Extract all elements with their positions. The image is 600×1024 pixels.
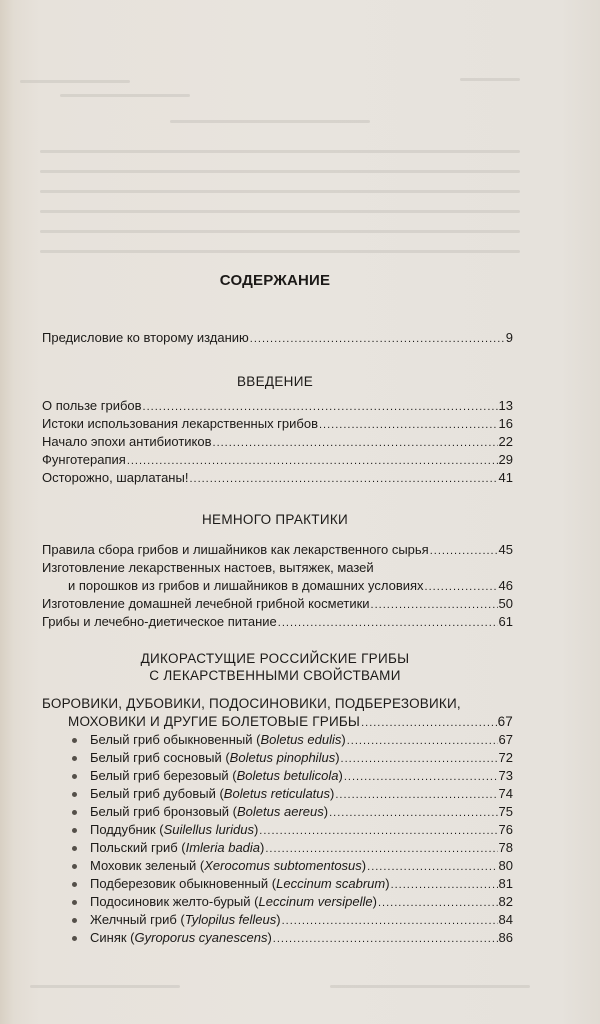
bleed-through-mark — [20, 80, 130, 83]
toc-entry[interactable] — [42, 613, 513, 630]
toc-entry[interactable] — [42, 415, 513, 432]
toc-entry[interactable] — [42, 433, 513, 450]
bullet-icon — [72, 864, 77, 869]
entry-title: Подберезовик обыкновенный (Leccinum scabrum) — [90, 876, 390, 891]
bleed-through-mark — [330, 985, 530, 988]
entry-page: 46 — [498, 578, 513, 593]
entry-title: Грибы и лечебно-диетическое питание — [42, 614, 277, 629]
toc-entry[interactable] — [90, 785, 513, 802]
section-title-wild-mushrooms-line2: С ЛЕКАРСТВЕННЫМИ СВОЙСТВАМИ — [149, 668, 401, 683]
entry-title: Начало эпохи антибиотиков — [42, 434, 212, 449]
toc-entry[interactable] — [90, 839, 513, 856]
leader-dots — [127, 453, 498, 470]
latin-name: Xerocomus subtomentosus — [204, 858, 362, 873]
leader-dots — [329, 805, 497, 822]
bullet-icon — [72, 810, 77, 815]
entry-title-continuation: и порошков из грибов и лишайников в домашних условиях — [68, 578, 424, 593]
entry-page: 67 — [498, 732, 513, 747]
latin-name: Boletus reticulatus — [223, 786, 331, 801]
entry-title[interactable]: Изготовление лекарственных настоев, вытяжек, мазей — [42, 560, 374, 575]
toc-entry[interactable] — [42, 541, 513, 558]
entry-title: Подосиновик желто-бурый (Leccinum versipelle) — [90, 894, 377, 909]
group-title[interactable]: БОРОВИКИ, ДУБОВИКИ, ПОДОСИНОВИКИ, ПОДБЕРЕЗОВИКИ, — [42, 696, 461, 711]
toc-group-entry[interactable] — [68, 713, 513, 730]
entry-title: Истоки использования лекарственных грибов — [42, 416, 318, 431]
leader-dots — [273, 931, 498, 948]
toc-entry[interactable] — [90, 749, 513, 766]
bullet-icon — [72, 846, 77, 851]
entry-page: 13 — [498, 398, 513, 413]
toc-entry[interactable] — [90, 893, 513, 910]
leader-dots — [319, 417, 498, 434]
entry-title: Польский гриб (Imleria badia) — [90, 840, 265, 855]
bleed-through-mark — [60, 94, 190, 97]
bleed-through-mark — [40, 250, 520, 253]
section-title-introduction: ВВЕДЕНИЕ — [236, 374, 314, 389]
toc-title: СОДЕРЖАНИЕ — [219, 272, 331, 289]
entry-title: Правила сбора грибов и лишайников как лекарственного сырья — [42, 542, 429, 557]
entry-page: 74 — [498, 786, 513, 801]
leader-dots — [378, 895, 498, 912]
section-title-practice: НЕМНОГО ПРАКТИКИ — [201, 512, 349, 527]
toc-entry[interactable] — [42, 397, 513, 414]
entry-page: 22 — [498, 434, 513, 449]
leader-dots — [259, 823, 497, 840]
bleed-through-mark — [40, 190, 520, 193]
toc-entry[interactable] — [90, 929, 513, 946]
bleed-through-mark — [460, 78, 520, 81]
entry-page: 61 — [498, 614, 513, 629]
entry-page: 80 — [498, 858, 513, 873]
leader-dots — [391, 877, 498, 894]
toc-entry[interactable] — [90, 803, 513, 820]
entry-title: Синяк (Gyroporus cyanescens) — [90, 930, 272, 945]
leader-dots — [282, 913, 498, 930]
leader-dots — [143, 399, 498, 416]
toc-entry[interactable] — [90, 911, 513, 928]
leader-dots — [367, 859, 497, 876]
latin-name: Gyroporus cyanescens — [134, 930, 268, 945]
entry-page: 45 — [498, 542, 513, 557]
leader-dots — [335, 787, 497, 804]
latin-name: Imleria badia — [185, 840, 261, 855]
latin-name: Leccinum versipelle — [258, 894, 373, 909]
leader-dots — [371, 597, 498, 614]
toc-entry[interactable] — [90, 857, 513, 874]
entry-title: Поддубник (Suilellus luridus) — [90, 822, 259, 837]
entry-page: 76 — [498, 822, 513, 837]
bullet-icon — [72, 756, 77, 761]
bullet-icon — [72, 936, 77, 941]
toc-entry-preface[interactable] — [42, 329, 513, 346]
toc-entry[interactable] — [68, 577, 513, 594]
entry-page: 67 — [497, 714, 513, 729]
leader-dots — [425, 579, 498, 596]
entry-page: 75 — [498, 804, 513, 819]
leader-dots — [361, 715, 497, 732]
latin-name: Suilellus luridus — [163, 822, 254, 837]
entry-title: Изготовление домашней лечебной грибной косметики — [42, 596, 370, 611]
leader-dots — [278, 615, 498, 632]
bullet-icon — [72, 792, 77, 797]
bleed-through-mark — [40, 230, 520, 233]
entry-page: 16 — [498, 416, 513, 431]
leader-dots — [189, 471, 497, 488]
leader-dots — [341, 751, 498, 768]
leader-dots — [430, 543, 498, 560]
leader-dots — [265, 841, 497, 858]
entry-page: 81 — [498, 876, 513, 891]
entry-page: 86 — [498, 930, 513, 945]
latin-name: Boletus aereus — [237, 804, 324, 819]
toc-entry[interactable] — [42, 469, 513, 486]
latin-name: Tylopilus felleus — [184, 912, 277, 927]
entry-title: Фунготерапия — [42, 452, 126, 467]
latin-name: Leccinum scabrum — [276, 876, 386, 891]
toc-entry[interactable] — [90, 875, 513, 892]
entry-page: 50 — [498, 596, 513, 611]
toc-entry[interactable] — [90, 731, 513, 748]
bleed-through-mark — [40, 150, 520, 153]
entry-page: 78 — [498, 840, 513, 855]
section-title-wild-mushrooms-line1: ДИКОРАСТУЩИЕ РОССИЙСКИЕ ГРИБЫ — [140, 651, 410, 666]
toc-entry[interactable] — [42, 451, 513, 468]
entry-title: Осторожно, шарлатаны! — [42, 470, 189, 485]
bullet-icon — [72, 882, 77, 887]
group-title-continuation: МОХОВИКИ И ДРУГИЕ БОЛЕТОВЫЕ ГРИБЫ — [68, 714, 361, 729]
entry-page: 72 — [498, 750, 513, 765]
entry-page: 84 — [498, 912, 513, 927]
entry-page: 73 — [498, 768, 513, 783]
bullet-icon — [72, 774, 77, 779]
entry-title: Белый гриб бронзовый (Boletus aereus) — [90, 804, 329, 819]
latin-name: Boletus pinophilus — [229, 750, 336, 765]
bullet-icon — [72, 900, 77, 905]
latin-name: Boletus betulicola — [236, 768, 339, 783]
leader-dots — [344, 769, 498, 786]
entry-title: Желчный гриб (Tylopilus felleus) — [90, 912, 281, 927]
entry-page: 29 — [498, 452, 513, 467]
entry-title: Белый гриб дубовый (Boletus reticulatus) — [90, 786, 335, 801]
leader-dots — [213, 435, 498, 452]
bullet-icon — [72, 828, 77, 833]
toc-entry[interactable] — [90, 821, 513, 838]
entry-page: 41 — [498, 470, 513, 485]
toc-entry[interactable] — [42, 595, 513, 612]
bleed-through-mark — [170, 120, 370, 123]
entry-title: Белый гриб сосновый (Boletus pinophilus) — [90, 750, 340, 765]
entry-title: Предисловие ко второму изданию — [42, 330, 249, 345]
entry-title: Белый гриб обыкновенный (Boletus edulis) — [90, 732, 346, 747]
bleed-through-mark — [40, 210, 520, 213]
toc-entry[interactable] — [90, 767, 513, 784]
entry-title: О пользе грибов — [42, 398, 142, 413]
bullet-icon — [72, 738, 77, 743]
entry-page: 82 — [498, 894, 513, 909]
leader-dots — [347, 733, 498, 750]
entry-title: Моховик зеленый (Xerocomus subtomentosus) — [90, 858, 367, 873]
latin-name: Boletus edulis — [260, 732, 342, 747]
bleed-through-mark — [40, 170, 520, 173]
bullet-icon — [72, 918, 77, 923]
bleed-through-mark — [30, 985, 180, 988]
entry-page: 9 — [505, 330, 513, 345]
entry-title: Белый гриб березовый (Boletus betulicola) — [90, 768, 343, 783]
leader-dots — [250, 331, 505, 348]
